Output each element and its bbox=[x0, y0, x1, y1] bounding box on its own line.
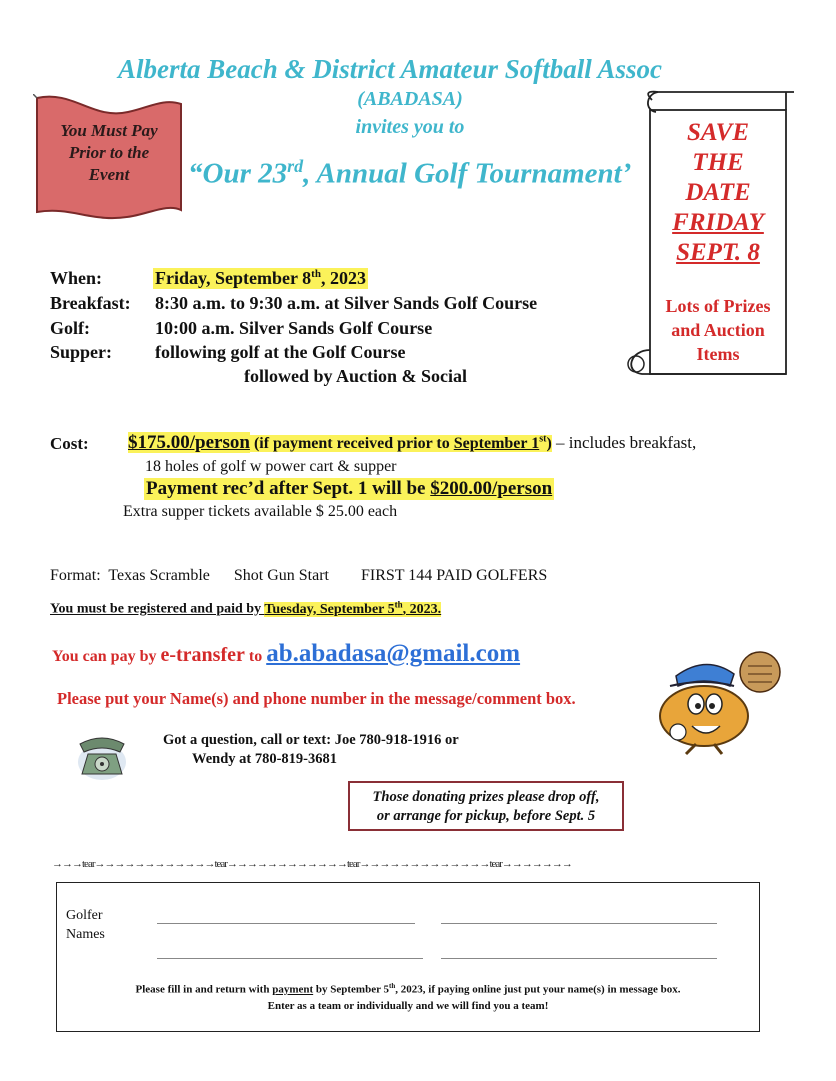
when-value: Friday, September 8th, 2023 bbox=[155, 268, 366, 288]
when-label: When: bbox=[50, 268, 103, 288]
tear-line: →→→tear→→→→→→→→→→→→tear→→→→→→→→→→→→tear→→→→→→→→→→→→→tear→→→→→→→ bbox=[52, 858, 572, 870]
form-instructions bbox=[56, 978, 760, 1014]
contact-line: Wendy at 780-819-3681 bbox=[192, 751, 337, 767]
name-field-1[interactable] bbox=[157, 923, 415, 924]
contact-info bbox=[163, 731, 459, 769]
golf-value: 10:00 a.m. Silver Sands Golf Course bbox=[155, 318, 433, 338]
org-title: Alberta Beach & District Amateur Softball Assoc bbox=[117, 54, 663, 84]
supper-value-2: followed by Auction & Social bbox=[244, 366, 468, 386]
email-link[interactable]: ab.abadasa@gmail.com bbox=[266, 640, 521, 667]
golf-ball-mascot-icon bbox=[656, 646, 786, 756]
flag-line: Prior to the bbox=[68, 143, 150, 162]
form-note-line-2: Enter as a team or individually and we will find you a team! bbox=[267, 999, 549, 1012]
save-line: DATE bbox=[685, 179, 751, 206]
golfer-names-label: Golfer Names bbox=[66, 908, 105, 942]
form-note-line-1: Please fill in and return with payment by September 5th, 2023, if paying online just put your name(s) in message box. bbox=[135, 982, 681, 996]
save-line: SAVE bbox=[686, 119, 750, 146]
donation-line: Those donating prizes please drop off, bbox=[372, 789, 600, 805]
name-field-4[interactable] bbox=[441, 958, 717, 959]
flag-line: You Must Pay bbox=[60, 121, 158, 140]
prizes-notice bbox=[650, 294, 786, 366]
flag-line: Event bbox=[88, 165, 130, 184]
save-line: THE bbox=[692, 149, 744, 176]
tournament-title: “Our 23rd, Annual Golf Tournament’ bbox=[188, 156, 632, 190]
prizes-line: Items bbox=[696, 344, 740, 364]
contact-line: Got a question, call or text: Joe 780-918-1916 or bbox=[163, 732, 459, 748]
breakfast-label: Breakfast: bbox=[50, 293, 131, 313]
message-instruction: Please put your Name(s) and phone number in the message/comment box. bbox=[57, 689, 576, 708]
etransfer-line: You can pay by e-transfer to ab.abadasa@gmail.com bbox=[52, 640, 521, 667]
supper-label: Supper: bbox=[50, 342, 113, 362]
prizes-line: Lots of Prizes bbox=[665, 296, 771, 316]
cost-price: $175.00/person bbox=[128, 432, 250, 453]
format-line: Format: Texas Scramble Shot Gun Start FIRST 144 PAID GOLFERS bbox=[50, 567, 548, 584]
pay-prior-notice bbox=[40, 120, 178, 186]
save-line: SEPT. 8 bbox=[676, 239, 760, 266]
save-the-date bbox=[650, 118, 786, 268]
prizes-line: and Auction bbox=[671, 320, 765, 340]
donation-notice bbox=[348, 781, 624, 831]
cost-line bbox=[128, 432, 696, 454]
name-field-2[interactable] bbox=[441, 923, 717, 924]
extra-tickets: Extra supper tickets available $ 25.00 each bbox=[123, 503, 398, 520]
cost-includes: – includes breakfast, bbox=[551, 433, 697, 452]
supper-value: following golf at the Golf Course bbox=[155, 342, 406, 362]
name-field-3[interactable] bbox=[157, 958, 423, 959]
telephone-icon bbox=[72, 730, 132, 784]
invites-text: invites you to bbox=[355, 116, 465, 138]
org-abbreviation: (ABADASA) bbox=[357, 88, 463, 110]
registration-deadline: You must be registered and paid by Tuesday, September 5th, 2023. bbox=[50, 599, 442, 617]
breakfast-value: 8:30 a.m. to 9:30 a.m. at Silver Sands Golf Course bbox=[155, 293, 538, 313]
donation-line: or arrange for pickup, before Sept. 5 bbox=[376, 808, 596, 824]
cost-condition: (if payment received prior to September 1st) bbox=[249, 433, 552, 452]
late-payment: Payment rec’d after Sept. 1 will be $200.00/person bbox=[146, 478, 553, 499]
cost-label: Cost: bbox=[50, 434, 89, 453]
cost-includes-2: 18 holes of golf w power cart & supper bbox=[145, 458, 397, 475]
save-line: FRIDAY bbox=[672, 209, 764, 236]
golf-label: Golf: bbox=[50, 318, 90, 338]
